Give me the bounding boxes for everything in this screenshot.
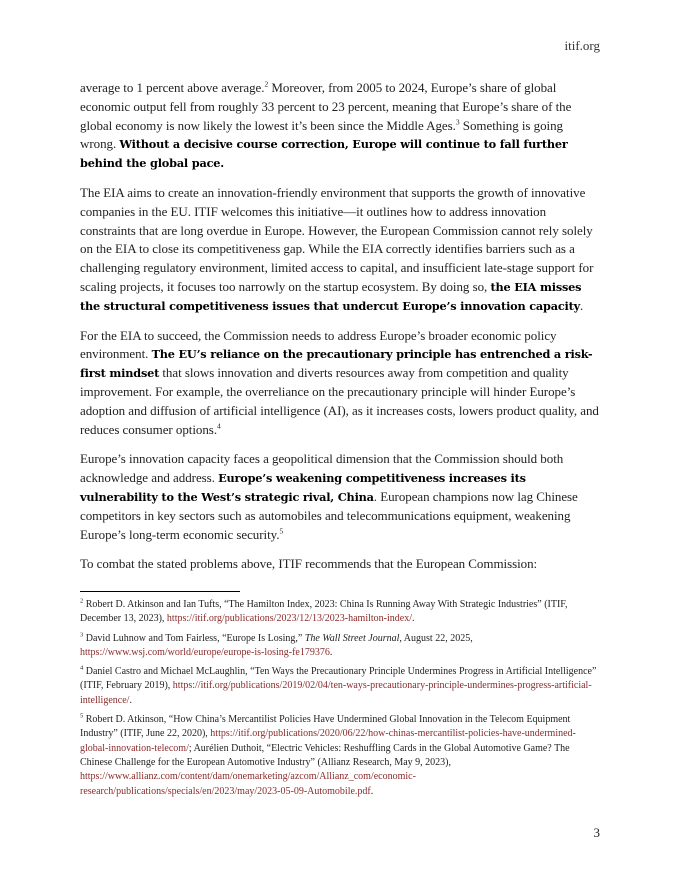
footnote-4: [80, 665, 602, 708]
paragraph-text: average to 1 percent above average.: [80, 80, 265, 95]
page-number: 3: [593, 825, 600, 840]
footnote-3: [80, 632, 602, 661]
footnote-2: [80, 598, 602, 627]
bold-statement: Europe’s weakening competitiveness increases its vulnerability to the West’s strategic rival, China: [80, 471, 526, 504]
paragraph-text: Moreover, from 2005 to 2024, Europe’s share of global economic output fell from roughly 33 percent to 23 percent, meaning that Europe’s share of the global economy is now likely the lowest it’s been since the Middle Ages.: [80, 80, 572, 133]
footnote-text: , August 22, 2025,: [399, 632, 473, 644]
footnote-text: .: [329, 646, 333, 658]
footnote-ref[interactable]: 4: [217, 421, 221, 431]
paragraph-4: [80, 450, 602, 544]
footnote-link[interactable]: https://www.allianz.com/content/dam/onemarketing/azcom/Allianz_com/economic-research/publications/specials/en/2023/may/2023-05-09-Automobile.pdf: [80, 771, 416, 797]
footnote-text: ; Aurélien Duthoit, “Electric Vehicles: Reshuffling Cards in the Global Automotive Game? The Chinese Challenge for the European Automotive Industry” (Allianz Research, May 9, 2023),: [80, 742, 570, 768]
footnote-divider: [80, 591, 240, 592]
footnote-link[interactable]: https://www.wsj.com/world/europe/europe-is-losing-fe179376: [80, 646, 330, 658]
footnote-text: .: [412, 613, 415, 625]
footnote-number: 5: [80, 712, 84, 720]
footnote-text: Daniel Castro and Michael McLaughlin, “Ten Ways the Precautionary Principle Undermines Progress in Artificial Intelligence” (ITIF, February 2019),: [80, 666, 597, 692]
paragraph-3: [80, 327, 602, 440]
footnote-text: David Luhnow and Tom Fairless, “Europe Is Losing,”: [83, 632, 305, 644]
footnote-ref[interactable]: 3: [455, 117, 460, 127]
footnote-number: 4: [80, 664, 84, 672]
paragraph-2: [80, 184, 602, 316]
footnote-text: Robert D. Atkinson and Ian Tufts, “The Hamilton Index, 2023: China Is Running Away With Strategic Industries” (ITIF, December 13, 2023),: [80, 599, 568, 625]
paragraph-text: . European champions now lag Chinese competitors in key sectors such as automobiles and telecommunications equipment, weakening Europe’s long-term economic security.: [80, 488, 578, 542]
paragraph-text: Something is going wrong.: [80, 117, 563, 152]
footnote-link[interactable]: https://itif.org/publications/2023/12/13/2023-hamilton-index/: [166, 613, 412, 625]
footnote-number: 2: [80, 597, 84, 605]
paragraph-text: To combat the stated problems above, ITIF recommends that the European Commission:: [80, 556, 538, 572]
footnote-number: 3: [80, 631, 84, 639]
paragraph-text: .: [580, 297, 584, 313]
footnote-text: .: [370, 785, 374, 797]
paragraph-text: For the EIA to succeed, the Commission needs to address Europe’s broader economic policy environment.: [80, 327, 557, 362]
paragraph-text: Europe’s innovation capacity faces a geopolitical dimension that the Commission should both acknowledge and address.: [80, 451, 564, 486]
bold-statement: Without a decisive course correction, Europe will continue to fall further behind the global pace.: [80, 137, 568, 171]
paragraph-text: The EIA aims to create an innovation-friendly environment that supports the growth of innovative companies in the EU. ITIF welcomes this initiative—it outlines how to address innovation constraints that are long overdue in Europe. However, the European Commission cannot rely solely on the EIA to close its competitiveness gap. While the EIA correctly identifies barriers such as a challenging regulatory environment, limited access to capital, and insufficient late-stage support for scaling projects, it focuses too narrowly on the startup ecosystem. By doing so,: [80, 184, 594, 294]
footnote-5: [80, 713, 602, 799]
paragraph-1: [80, 79, 602, 173]
publication-title: The Wall Street Journal: [304, 632, 400, 644]
body-text: [80, 79, 602, 585]
bold-statement: the EIA misses the structural competitiveness issues that undercut Europe’s innovation capacity: [80, 279, 582, 313]
paragraph-5: [80, 555, 602, 574]
footnote-link[interactable]: https://itif.org/publications/2019/02/04/ten-ways-precautionary-principle-undermines-progress-artificial-intelligence/: [80, 680, 592, 706]
footnotes: [80, 598, 602, 804]
footnote-ref[interactable]: 2: [264, 79, 269, 89]
footnote-link[interactable]: https://itif.org/publications/2020/06/22/how-chinas-mercantilist-policies-have-undermined-global-innovation-telecom/: [80, 728, 576, 754]
footnote-text: .: [129, 694, 132, 706]
bold-statement: The EU’s reliance on the precautionary principle has entrenched a risk-first mindset: [80, 347, 593, 381]
site-header: itif.org: [564, 38, 600, 53]
footnote-text: Robert D. Atkinson, “How China’s Mercantilist Policies Have Undermined Global Innovation in the Telecom Equipment Industry” (ITIF, June 22, 2020),: [80, 714, 571, 740]
footnote-ref[interactable]: 5: [279, 526, 284, 536]
paragraph-text: that slows innovation and diverts resources away from competition and quality improvement. For example, the overreliance on the precautionary principle will hinder Europe’s adoption and diffusion of artificial intelligence (AI), as it increases costs, lowers product quality, and reduces consumer options.: [80, 365, 599, 437]
